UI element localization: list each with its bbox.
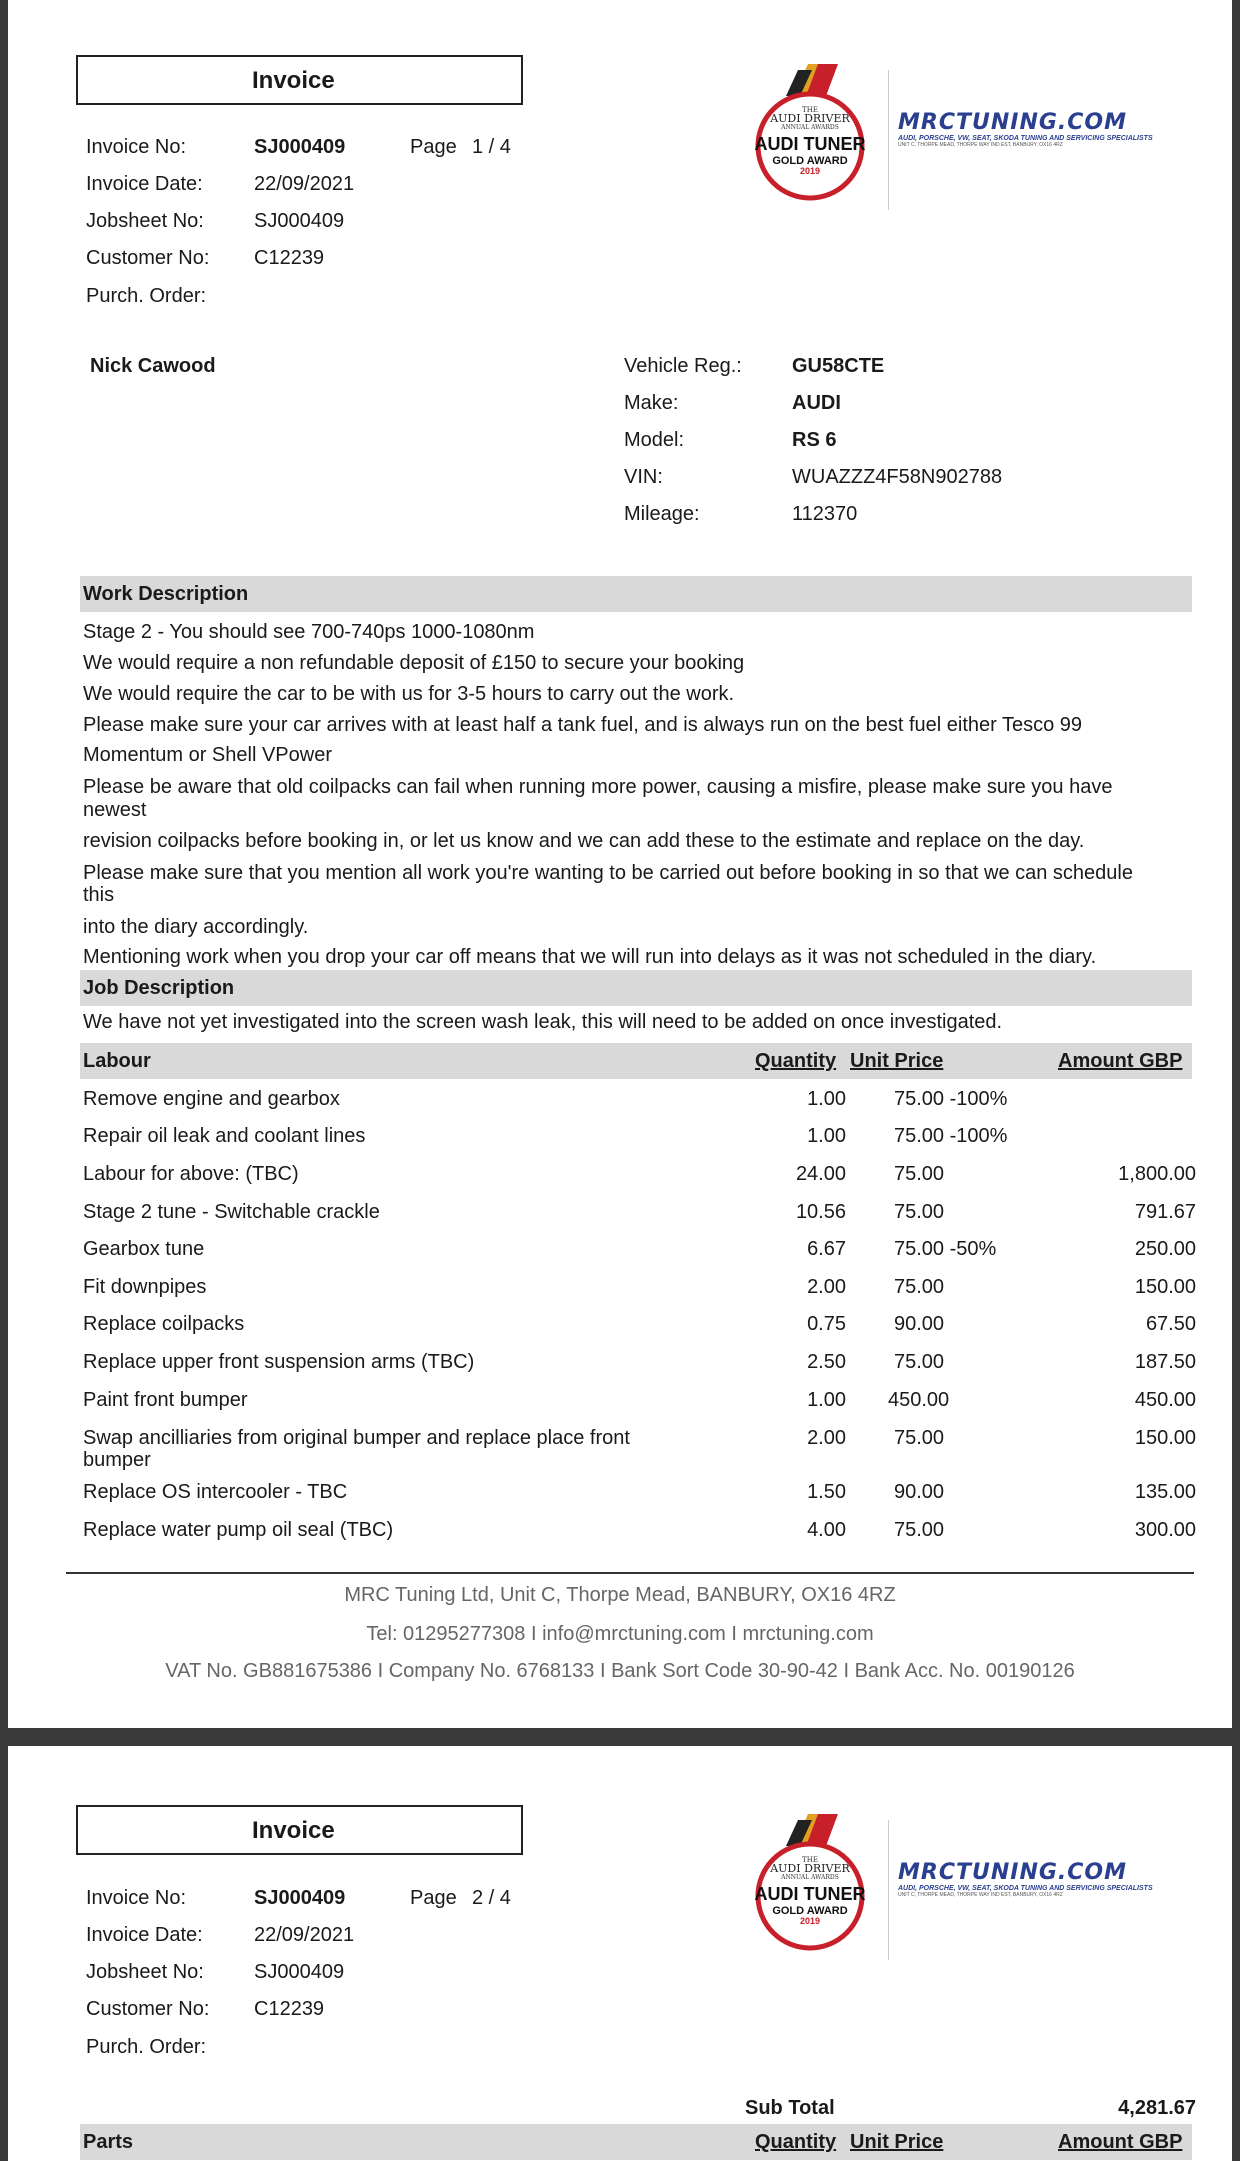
- brand-tagline: AUDI, PORSCHE, VW, SEAT, SKODA TUNING AND SERVICING SPECIALISTS: [898, 1885, 1153, 1892]
- labour-row-quantity: 4.00: [807, 1519, 846, 1541]
- page-label: Page: [410, 136, 457, 158]
- labour-row-quantity: 2.00: [807, 1276, 846, 1298]
- work-line: We would require a non refundable deposit of £150 to secure your booking: [83, 652, 745, 674]
- labour-row-unit-price: 90.00: [894, 1313, 945, 1335]
- labour-row-description: Repair oil leak and coolant lines: [83, 1125, 366, 1147]
- labour-row-quantity: 1.50: [807, 1481, 846, 1503]
- labour-row-description: Replace water pump oil seal (TBC): [83, 1519, 394, 1541]
- labour-row-amount: 250.00: [1134, 1238, 1196, 1260]
- labour-row-amount: 187.50: [1134, 1351, 1196, 1373]
- vehicle-label: Make:: [624, 392, 679, 414]
- col-amount: Amount GBP: [1058, 2131, 1183, 2153]
- vehicle-label: Mileage:: [624, 503, 700, 525]
- svg-text:ANNUAL AWARDS: ANNUAL AWARDS: [781, 1874, 839, 1881]
- labour-row-description-cont: bumper: [83, 1449, 151, 1471]
- labour-row-description: Stage 2 tune - Switchable crackle: [83, 1201, 380, 1223]
- work-line: this: [83, 884, 115, 906]
- labour-row-description: Gearbox tune: [83, 1238, 205, 1260]
- job-description-text: We have not yet investigated into the screen wash leak, this will need to be added on once investigated.: [83, 1011, 1003, 1033]
- labour-row-quantity: 2.00: [807, 1427, 846, 1449]
- work-line: newest: [83, 799, 147, 821]
- svg-text:2019: 2019: [799, 166, 821, 176]
- jobsheet-number: SJ000409: [254, 210, 345, 232]
- svg-text:AUDI TUNER: AUDI TUNER: [754, 1884, 866, 1904]
- labour-row-quantity: 1.00: [807, 1389, 846, 1411]
- invoice-date: 22/09/2021: [254, 173, 355, 195]
- labour-row-amount: 67.50: [1145, 1313, 1196, 1335]
- work-line: Mentioning work when you drop your car off means that we will run into delays as it was not scheduled in the diary.: [83, 946, 1097, 968]
- customer-number: C12239: [254, 1998, 325, 2020]
- vehicle-label: Vehicle Reg.:: [624, 355, 742, 377]
- invoice-page-2: [8, 1746, 1232, 2161]
- brand-address-small: UNIT C, THORPE MEAD, THORPE WAY IND EST, BANBURY, OX16 4RZ: [898, 1892, 1063, 1898]
- labour-heading: Labour: [83, 1050, 151, 1072]
- work-line: revision coilpacks before booking in, or let us know and we can add these to the estimate and replace on the day.: [83, 830, 1085, 852]
- svg-text:GOLD AWARD: GOLD AWARD: [772, 1905, 848, 1917]
- labour-row-amount: 150.00: [1134, 1276, 1196, 1298]
- invoice-title-box: [76, 55, 523, 105]
- svg-text:THE: THE: [802, 106, 818, 114]
- labour-row-quantity: 24.00: [795, 1163, 846, 1185]
- labour-row-description: Replace upper front suspension arms (TBC): [83, 1351, 475, 1373]
- footer-company: VAT No. GB881675386 I Company No. 6768133 I Bank Sort Code 30-90-42 I Bank Acc. No. 00190126: [165, 1660, 1075, 1682]
- svg-text:ANNUAL AWARDS: ANNUAL AWARDS: [781, 124, 839, 131]
- svg-text:2019: 2019: [799, 1916, 821, 1926]
- labour-row-unit-price: 75.00: [894, 1163, 945, 1185]
- meta-label: Purch. Order:: [86, 285, 207, 307]
- brand-logo: [898, 110, 1198, 148]
- labour-row-description: Fit downpipes: [83, 1276, 207, 1298]
- award-badge-icon: [748, 62, 872, 204]
- svg-text:AUDI DRIVER: AUDI DRIVER: [770, 1862, 850, 1875]
- meta-label: Invoice No:: [86, 1887, 187, 1909]
- footer-divider: [66, 1572, 1194, 1574]
- meta-label: Customer No:: [86, 247, 210, 269]
- brand-address-small: UNIT C, THORPE MEAD, THORPE WAY IND EST, BANBURY, OX16 4RZ: [898, 142, 1063, 148]
- invoice-title: Invoice: [252, 1817, 335, 1844]
- labour-row-amount: 135.00: [1134, 1481, 1196, 1503]
- col-unit-price: Unit Price: [850, 1050, 944, 1072]
- vehicle-make: AUDI: [792, 392, 841, 414]
- invoice-date: 22/09/2021: [254, 1924, 355, 1946]
- logo-divider: [888, 1820, 889, 1960]
- brand-logo: [898, 1860, 1198, 1898]
- labour-row-amount: 1,800.00: [1118, 1163, 1196, 1185]
- labour-row-unit-price: 75.00 -100%: [894, 1088, 1008, 1110]
- labour-row-unit-price: 450.00: [888, 1389, 950, 1411]
- meta-label: Invoice Date:: [86, 1924, 203, 1946]
- subtotal-value: 4,281.67: [1118, 2097, 1196, 2119]
- labour-row-description: Remove engine and gearbox: [83, 1088, 340, 1110]
- meta-label: Customer No:: [86, 1998, 210, 2020]
- labour-row-unit-price: 75.00: [894, 1351, 945, 1373]
- vehicle-model: RS 6: [792, 429, 837, 451]
- logo-divider: [888, 70, 889, 210]
- brand-name: MRCTUNING.COM: [898, 1860, 1128, 1885]
- svg-text:AUDI DRIVER: AUDI DRIVER: [770, 112, 850, 125]
- invoice-number: SJ000409: [254, 1887, 346, 1909]
- vehicle-vin: WUAZZZ4F58N902788: [792, 466, 1003, 488]
- parts-heading: Parts: [83, 2131, 134, 2153]
- svg-text:GOLD AWARD: GOLD AWARD: [772, 155, 848, 167]
- award-logo: [748, 62, 872, 204]
- work-line: Momentum or Shell VPower: [83, 744, 332, 766]
- award-logo: [748, 1812, 872, 1954]
- labour-row-description: Swap ancilliaries from original bumper and replace place front: [83, 1427, 630, 1449]
- vehicle-reg: GU58CTE: [792, 355, 885, 377]
- invoice-number: SJ000409: [254, 136, 346, 158]
- labour-row-amount: 300.00: [1134, 1519, 1196, 1541]
- parts-header: [80, 2124, 1192, 2160]
- subtotal-label: Sub Total: [745, 2097, 835, 2119]
- footer-address: MRC Tuning Ltd, Unit C, Thorpe Mead, BANBURY, OX16 4RZ: [344, 1584, 896, 1606]
- footer-contact: Tel: 01295277308 I info@mrctuning.com I mrctuning.com: [366, 1623, 874, 1645]
- labour-row-unit-price: 75.00: [894, 1276, 945, 1298]
- labour-row-quantity: 0.75: [807, 1313, 846, 1335]
- jobsheet-number: SJ000409: [254, 1961, 345, 1983]
- award-badge-icon: [748, 1812, 872, 1954]
- labour-row-quantity: 1.00: [807, 1088, 846, 1110]
- labour-row-amount: 791.67: [1134, 1201, 1196, 1223]
- labour-row-unit-price: 75.00 -100%: [894, 1125, 1008, 1147]
- page-label: Page: [410, 1887, 457, 1909]
- meta-label: Jobsheet No:: [86, 210, 204, 232]
- page-number: 2 / 4: [472, 1887, 511, 1909]
- work-line: Please make sure that you mention all work you're wanting to be carried out before booking in so that we can schedule: [83, 862, 1133, 884]
- labour-header: [80, 1043, 1192, 1079]
- brand-name: MRCTUNING.COM: [898, 110, 1128, 135]
- work-line: into the diary accordingly.: [83, 916, 309, 938]
- customer-name: Nick Cawood: [90, 355, 216, 377]
- brand-tagline: AUDI, PORSCHE, VW, SEAT, SKODA TUNING AND SERVICING SPECIALISTS: [898, 135, 1153, 142]
- meta-label: Invoice No:: [86, 136, 187, 158]
- job-description-header: [80, 970, 1192, 1006]
- work-line: We would require the car to be with us for 3-5 hours to carry out the work.: [83, 683, 735, 705]
- col-quantity: Quantity: [755, 2131, 837, 2153]
- col-unit-price: Unit Price: [850, 2131, 944, 2153]
- vehicle-mileage: 112370: [792, 503, 858, 525]
- customer-number: C12239: [254, 247, 325, 269]
- invoice-page-1: [8, 0, 1232, 1728]
- job-description-heading: Job Description: [83, 977, 235, 999]
- work-description-heading: Work Description: [83, 583, 249, 605]
- labour-row-description: Replace coilpacks: [83, 1313, 245, 1335]
- meta-label: Jobsheet No:: [86, 1961, 204, 1983]
- labour-row-unit-price: 75.00: [894, 1201, 945, 1223]
- labour-row-unit-price: 75.00: [894, 1427, 945, 1449]
- labour-row-amount: 450.00: [1134, 1389, 1196, 1411]
- invoice-title-box: [76, 1805, 523, 1855]
- page-number: 1 / 4: [472, 136, 511, 158]
- svg-text:AUDI TUNER: AUDI TUNER: [754, 134, 866, 154]
- invoice-title: Invoice: [252, 67, 335, 94]
- work-description-header: [80, 576, 1192, 612]
- work-line: Please make sure your car arrives with at least half a tank fuel, and is always run on the best fuel either Tesco 99: [83, 714, 1083, 736]
- svg-text:THE: THE: [802, 1856, 818, 1864]
- labour-row-amount: 150.00: [1134, 1427, 1196, 1449]
- labour-row-unit-price: 90.00: [894, 1481, 945, 1503]
- meta-label: Invoice Date:: [86, 173, 203, 195]
- labour-row-quantity: 2.50: [807, 1351, 846, 1373]
- labour-row-description: Replace OS intercooler - TBC: [83, 1481, 348, 1503]
- col-amount: Amount GBP: [1058, 1050, 1183, 1072]
- meta-label: Purch. Order:: [86, 2036, 207, 2058]
- work-line: Please be aware that old coilpacks can fail when running more power, causing a misfire, please make sure you have: [83, 776, 1113, 798]
- work-line: Stage 2 - You should see 700-740ps 1000-1080nm: [83, 621, 535, 643]
- col-quantity: Quantity: [755, 1050, 837, 1072]
- labour-row-description: Paint front bumper: [83, 1389, 248, 1411]
- vehicle-label: Model:: [624, 429, 685, 451]
- labour-row-unit-price: 75.00: [894, 1519, 945, 1541]
- labour-row-unit-price: 75.00 -50%: [894, 1238, 997, 1260]
- labour-row-quantity: 1.00: [807, 1125, 846, 1147]
- labour-row-description: Labour for above: (TBC): [83, 1163, 299, 1185]
- vehicle-label: VIN:: [624, 466, 663, 488]
- labour-row-quantity: 10.56: [795, 1201, 846, 1223]
- labour-row-quantity: 6.67: [807, 1238, 846, 1260]
